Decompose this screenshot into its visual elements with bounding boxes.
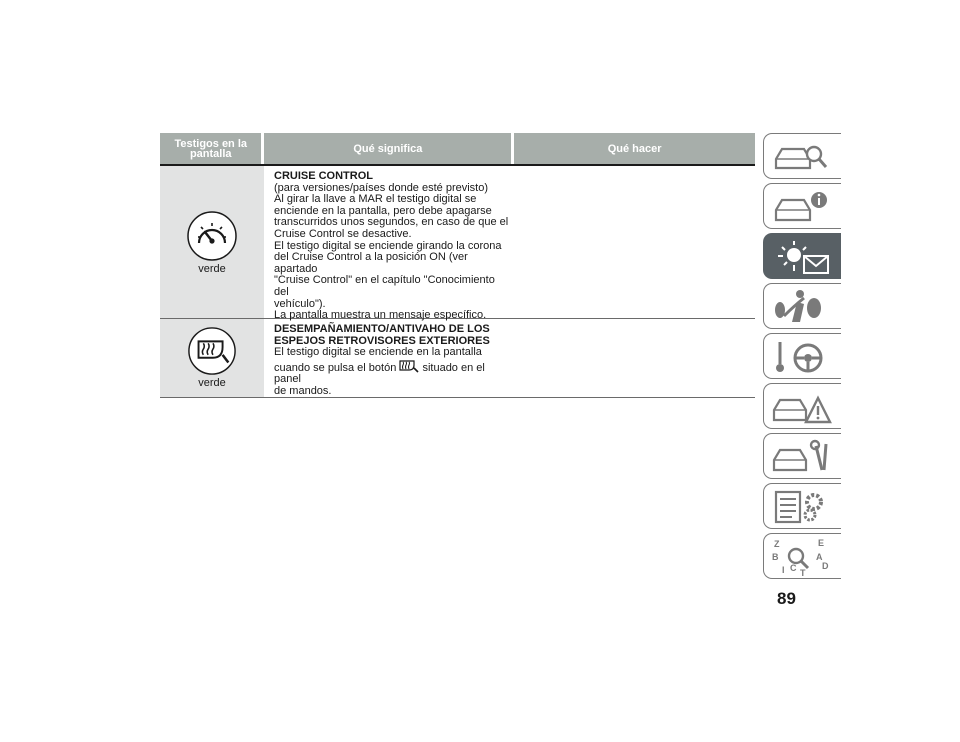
entry-title: DESEMPAÑAMIENTO/ANTIVAHO DE LOS	[274, 323, 490, 335]
indicator-color-label: verde	[198, 377, 226, 389]
nav-tab-driving[interactable]	[763, 333, 841, 379]
steering-wheel-key-icon	[770, 338, 836, 376]
table-row	[160, 319, 755, 398]
nav-tab-car-info[interactable]	[763, 183, 841, 229]
airbag-safety-icon	[770, 288, 836, 326]
indicator-color-label: verde	[198, 263, 226, 275]
text-line: vehículo").	[274, 297, 326, 310]
text-line: (para versiones/países donde esté previsto)	[274, 181, 489, 194]
warning-lights-table	[160, 133, 755, 398]
text-line	[274, 359, 510, 386]
mirror-defrost-button-icon	[399, 359, 419, 373]
indicator-cell	[160, 319, 264, 397]
svg-text:I: I	[782, 565, 785, 575]
meaning-cell	[264, 166, 510, 322]
nav-tab-car-search[interactable]	[763, 133, 841, 179]
mirror-defrost-icon	[187, 326, 237, 376]
specs-gear-icon	[770, 488, 836, 526]
text-fragment: cuando se pulsa el botón	[274, 361, 397, 374]
text-line: de mandos.	[274, 384, 332, 397]
table-row	[160, 166, 755, 322]
car-info-icon	[770, 188, 836, 226]
nav-tab-specifications[interactable]	[763, 483, 841, 529]
nav-tab-index[interactable]	[763, 533, 841, 579]
svg-text:E: E	[818, 538, 825, 548]
table-header	[160, 133, 755, 164]
car-wrench-icon	[770, 438, 836, 476]
nav-tab-warning-lights[interactable]	[763, 233, 841, 279]
header-meaning: Qué significa	[261, 133, 511, 164]
nav-tab-safety[interactable]	[763, 283, 841, 329]
header-action: Qué hacer	[511, 133, 755, 164]
page-number: 89	[777, 589, 796, 608]
svg-text:D: D	[822, 561, 829, 571]
svg-text:C: C	[790, 563, 797, 573]
action-cell	[510, 166, 755, 318]
text-line: enciende en la pantalla, pero debe apagarse	[274, 204, 492, 217]
text-line: Cruise Control se desactive.	[274, 227, 412, 240]
entry-title: CRUISE CONTROL	[274, 170, 373, 182]
svg-text:T: T	[800, 568, 806, 576]
indicator-cell	[160, 166, 264, 318]
nav-tab-emergency[interactable]	[763, 383, 841, 429]
alphabetical-index-icon	[770, 538, 836, 576]
text-fragment: situado en el panel	[274, 361, 485, 386]
nav-tab-maintenance[interactable]	[763, 433, 841, 479]
text-line: El testigo digital se enciende girando la corona	[274, 239, 502, 252]
text-line: del Cruise Control a la posición ON (ver apartado	[274, 251, 468, 275]
header-display-lights: Testigos en la pantalla	[174, 137, 248, 160]
warning-light-message-icon	[770, 238, 836, 276]
svg-text:A: A	[816, 552, 823, 562]
text-line: transcurridos unos segundos, en caso de que el	[274, 216, 509, 229]
svg-text:Z: Z	[774, 539, 780, 549]
text-line: El testigo digital se enciende en la pantalla	[274, 346, 482, 359]
cruise-control-icon	[186, 210, 238, 262]
entry-title: ESPEJOS RETROVISORES EXTERIORES	[274, 334, 490, 347]
car-warning-triangle-icon	[770, 388, 836, 426]
car-search-icon	[770, 138, 836, 176]
meaning-cell	[264, 319, 510, 397]
text-line: Al girar la llave a MAR el testigo digital se	[274, 193, 477, 206]
text-line: La pantalla muestra un mensaje específico.	[274, 309, 487, 322]
text-line: "Cruise Control" en el capítulo "Conocimiento del	[274, 274, 495, 298]
svg-text:B: B	[772, 552, 779, 562]
action-cell	[510, 319, 755, 397]
